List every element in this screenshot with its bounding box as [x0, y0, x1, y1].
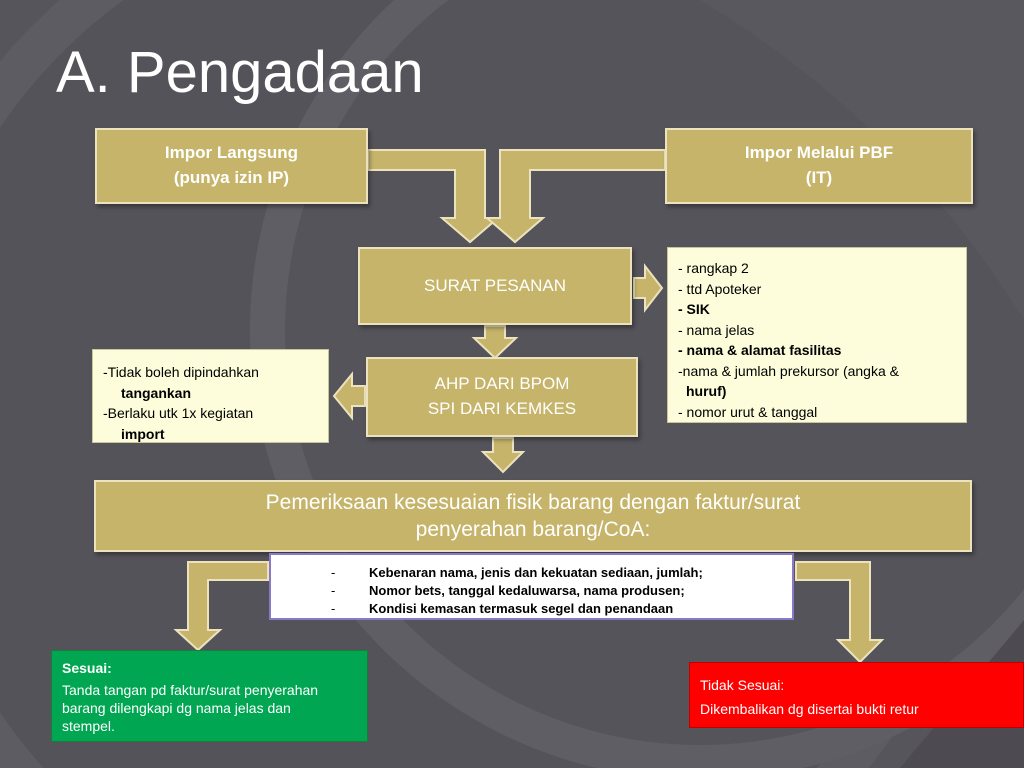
- arrow-impor-langsung-to-sp: [368, 150, 498, 242]
- impor-pbf-line1: Impor Melalui PBF: [744, 143, 894, 163]
- arrow-sp-to-ahp: [474, 326, 516, 358]
- arrow-to-tidak-sesuai: [796, 562, 882, 662]
- ahp-note-line1: -Tidak boleh dipindahkan: [103, 364, 259, 380]
- slide-title: A. Pengadaan: [56, 40, 424, 105]
- sesuai-box: [51, 650, 368, 742]
- impor-langsung-line2: (punya izin IP): [173, 168, 290, 187]
- arrow-ahp-to-pemeriksaan: [483, 438, 523, 472]
- check-items-box: [269, 553, 794, 620]
- sp-requirements-note: [667, 247, 967, 423]
- ahp-box: [366, 357, 638, 437]
- impor-langsung-line1: Impor Langsung: [164, 143, 299, 163]
- check-item: [331, 582, 782, 600]
- surat-pesanan-box: [358, 247, 632, 325]
- req-ttd: - ttd Apoteker: [678, 280, 762, 297]
- pemeriksaan-box: [94, 480, 972, 552]
- check-item-text: Nomor bets, tanggal kedaluwarsa, nama produsen;: [369, 583, 685, 598]
- req-rangkap: - rangkap 2: [678, 260, 749, 276]
- ahp-note-line3: -Berlaku utk 1x kegiatan: [103, 405, 254, 421]
- check-item-text: Kebenaran nama, jenis dan kekuatan sediaan, jumlah;: [369, 565, 703, 580]
- req-sik: - SIK: [678, 301, 710, 317]
- check-item: [331, 564, 782, 582]
- impor-pbf-line2: (IT): [805, 168, 833, 187]
- check-dash: -: [331, 565, 336, 580]
- pemeriksaan-text: Pemeriksaan kesesuaian fisik barang dengan faktur/surat penyerahan barang/CoA:: [265, 491, 801, 541]
- arrow-sp-to-requirements: [634, 266, 662, 310]
- check-dash: -: [331, 601, 336, 616]
- ahp-line2: SPI DARI KEMKES: [427, 399, 577, 418]
- tidak-sesuai-box: [689, 662, 1024, 728]
- arrow-to-sesuai: [176, 562, 268, 650]
- tidak-sesuai-heading: Tidak Sesuai:: [700, 677, 785, 693]
- check-item-text: Kondisi kemasan termasuk segel dan penandaan: [369, 601, 674, 616]
- arrow-impor-pbf-to-sp: [487, 150, 665, 242]
- req-alamat: - nama & alamat fasilitas: [678, 342, 842, 358]
- surat-pesanan-label: SURAT PESANAN: [423, 275, 567, 295]
- ahp-line1: AHP DARI BPOM: [434, 374, 570, 394]
- impor-langsung-box: [95, 128, 368, 204]
- tidak-sesuai-body: Dikembalikan dg disertai bukti retur: [700, 701, 919, 717]
- impor-pbf-box: [665, 128, 973, 204]
- req-huruf: huruf): [686, 383, 727, 399]
- ahp-note-line2: tangankan: [121, 384, 192, 401]
- ahp-notes: [92, 349, 329, 443]
- check-item: [331, 600, 782, 618]
- sesuai-heading: Sesuai:: [62, 660, 112, 676]
- ahp-note-line4: import: [121, 425, 165, 442]
- sesuai-body: Tanda tangan pd faktur/surat penyerahan barang dilengkapi dg nama jelas dan stempel.: [62, 682, 319, 734]
- req-nomor-urut: - nomor urut & tanggal: [678, 403, 818, 420]
- req-prekursor: -nama & jumlah prekursor (angka &: [678, 362, 899, 379]
- check-dash: -: [331, 583, 336, 598]
- arrow-ahp-to-notes: [334, 374, 365, 418]
- req-nama-jelas: - nama jelas: [678, 321, 755, 338]
